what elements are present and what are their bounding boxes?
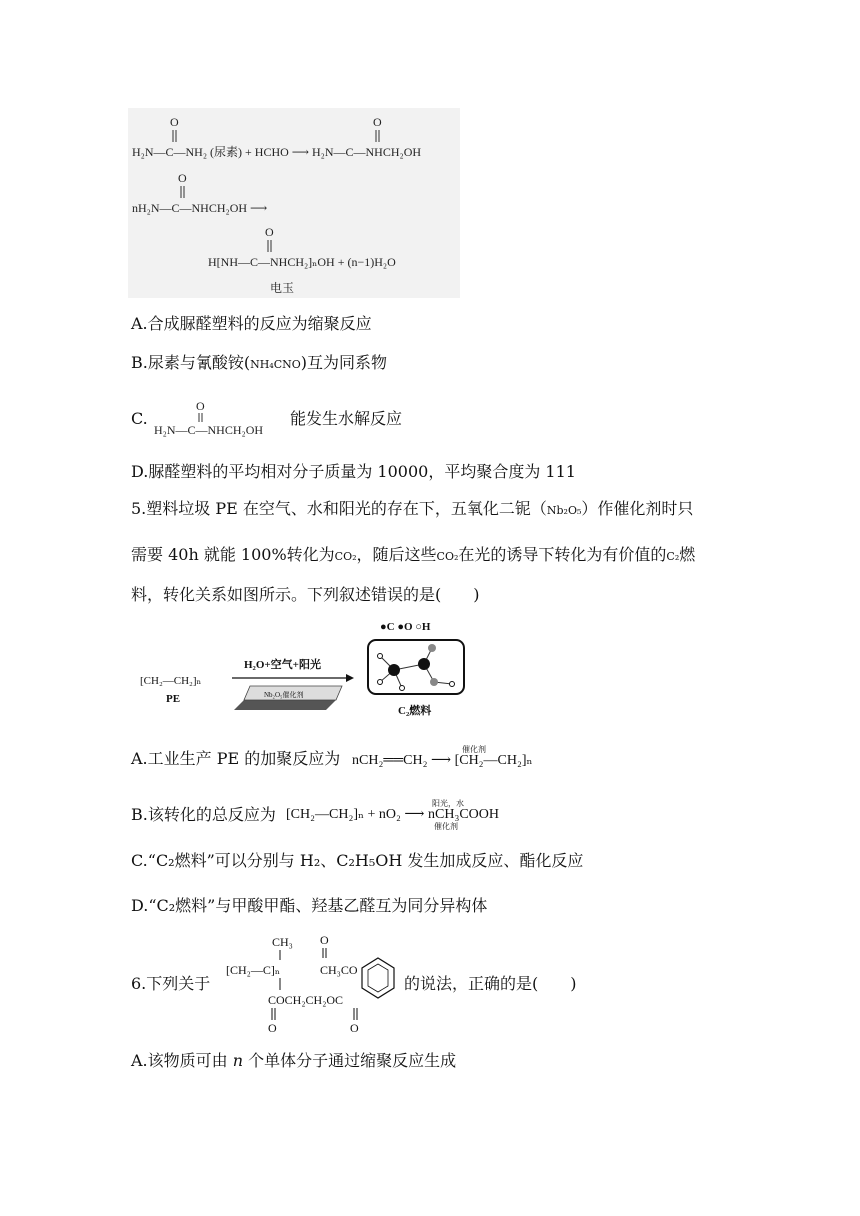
carbonyl-o-c: O xyxy=(196,400,205,413)
q5-a-eq-text: nCH₂══CH₂ ⟶ [CH₂—CH₂]ₙ xyxy=(352,753,533,768)
q5-b-condition-top: 阳光，水 xyxy=(432,799,464,808)
pe-polymer-formula: [CH₂—CH₂]ₙ xyxy=(140,675,202,687)
q6-stem-pre: 6.下列关于 xyxy=(131,974,211,993)
urea-formaldehyde-reaction-figure xyxy=(128,108,460,298)
carbonyl-o-4: O xyxy=(265,225,274,239)
q4-option-c xyxy=(131,408,148,430)
q5-option-a-equation xyxy=(352,742,612,774)
q6-ch3: CH₃ xyxy=(272,935,293,949)
q6-o-top: O xyxy=(320,933,329,947)
q5-option-a-pre: A.工业生产 PE 的加聚反应为 xyxy=(131,749,341,768)
carbonyl-o-3: O xyxy=(178,171,187,185)
q5-line2-pre: 需要 40h 就能 100%转化为 xyxy=(131,545,335,564)
q5-b-eq-text: [CH₂—CH₂]ₙ + nO₂ ⟶ nCH₃COOH xyxy=(286,807,499,822)
q5-option-b-pre: B.该转化的总反应为 xyxy=(131,805,276,824)
reaction-scheme xyxy=(128,108,460,298)
q5-line2-post: 燃 xyxy=(679,545,696,564)
q6-o-bottom-1: O xyxy=(268,1021,277,1035)
q5-line1-formula: Nb₂O₅ xyxy=(546,504,582,517)
q5-c2: C₂ xyxy=(666,550,680,563)
q5-option-b-equation xyxy=(286,798,586,832)
q5-option-a xyxy=(131,748,340,770)
q6-option-a xyxy=(131,1050,456,1072)
q5-b-condition-bottom: 催化剂 xyxy=(434,822,458,831)
q4-option-c-pre: C. xyxy=(131,409,148,428)
pe-conversion-figure xyxy=(136,618,472,722)
q4-option-b-pre: B.尿素与氰酸铵( xyxy=(131,353,251,372)
q5-line1-pre: 5.塑料垃圾 PE 在空气、水和阳光的存在下，五氧化二铌（ xyxy=(131,499,547,518)
q5-stem-line-1 xyxy=(131,498,693,522)
q5-line2-mid: ，随后这些 xyxy=(356,545,437,564)
q6-option-a-pre: A.该物质可由 xyxy=(131,1051,228,1070)
q5-co2-b: CO₂ xyxy=(436,550,459,563)
c2-fuel-label: C₂燃料 xyxy=(398,705,432,717)
q5-line2-mid2: 在光的诱导下转化为有价值的 xyxy=(458,545,667,564)
q5-stem-line-2 xyxy=(131,544,695,568)
equation-2: nH₂N—C—NHCH₂OH ⟶ xyxy=(132,201,268,215)
q4-option-b xyxy=(131,352,387,376)
catalyst-label: Nb₂O₅催化剂 xyxy=(264,691,304,699)
atom-legend: ●C ●O ○H xyxy=(380,621,431,633)
q4-option-c-post: 能发生水解反应 xyxy=(290,409,403,428)
q4-option-b-post: )互为同系物 xyxy=(300,353,388,372)
product-label: 电玉 xyxy=(270,281,295,295)
carbonyl-o-1: O xyxy=(170,115,179,129)
arrow-conditions: H₂O+空气+阳光 xyxy=(244,659,321,671)
q5-a-condition: 催化剂 xyxy=(462,745,486,754)
q5-option-d: D.“C₂燃料”与甲酸甲酯、羟基乙醛互为同分异构体 xyxy=(131,896,488,915)
q4-option-a: A.合成脲醛塑料的反应为缩聚反应 xyxy=(131,314,372,333)
polymer-product: H[NH—C—NHCH₂]ₙOH + (n−1)H₂O xyxy=(208,255,396,269)
q5-co2-a: CO₂ xyxy=(334,550,357,563)
q5-line1-post: ）作催化剂时只 xyxy=(581,499,694,518)
equation-1: H₂N—C—NH₂ (尿素) + HCHO ⟶ H₂N—C—NHCH₂OH xyxy=(132,145,422,159)
q4-option-d: D.脲醛塑料的平均相对分子质量为 10000，平均聚合度为 111 xyxy=(131,462,576,481)
q6-chain: [CH₂—C]ₙ xyxy=(226,963,281,977)
q5-stem-line-3: 料，转化关系如图所示。下列叙述错误的是( ) xyxy=(131,585,480,604)
q6-stem-post: 的说法，正确的是( ) xyxy=(404,974,577,993)
q5-option-b xyxy=(131,804,276,826)
q6-option-a-post: 个单体分子通过缩聚反应生成 xyxy=(248,1051,457,1070)
q5-option-c: C.“C₂燃料”可以分别与 H₂、C₂H₅OH 发生加成反应、酯化反应 xyxy=(131,851,584,870)
q6-option-a-n: n xyxy=(232,1051,244,1070)
q6-structure xyxy=(222,928,404,1036)
q4-option-c-structure xyxy=(152,400,288,438)
q4-option-b-formula: NH₄CNO xyxy=(250,358,301,371)
q6-o-bottom-2: O xyxy=(350,1021,359,1035)
q6-ester: COCH₂CH₂OC xyxy=(268,993,344,1007)
carbonyl-o-2: O xyxy=(373,115,382,129)
pe-label: PE xyxy=(166,693,181,705)
q4-option-c-formula: H₂N—C—NHCH₂OH xyxy=(154,423,264,437)
q6-acetyl: CH₃CO xyxy=(320,963,358,977)
